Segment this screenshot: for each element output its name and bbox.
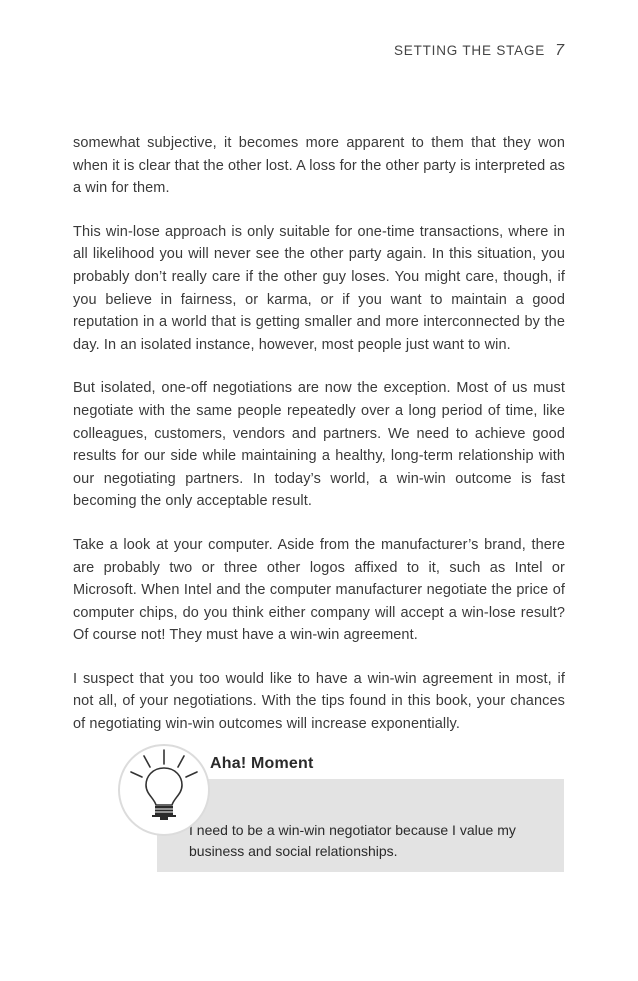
paragraph: But isolated, one-off negotiations are now the exception. Most of us must negotiate with the same people repeatedly over a long period of time, like colleagues, customers, vendors and partners. We need to achieve good results for our side while maintaining a healthy, long-term relationship with our negotiating partners. In today’s world, a win-win outcome is fast becoming the only acceptable result. (73, 380, 565, 510)
paragraph: This win-lose approach is only suitable for one-time transactions, where in all likelihood you will never see the other party again. In this situation, you probably don’t really care if the other guy loses. You might care, though, if you believe in fairness, or karma, or if you want to maintain a good reputation in a world that is getting smaller and more interconnected by the day. In an isolated instance, however, most people just want to win. (73, 223, 565, 353)
section-title: SETTING THE STAGE (393, 43, 546, 58)
running-head (394, 42, 564, 60)
aha-moment-text: I need to be a win-win negotiator because I value my business and social relationships. (189, 822, 516, 859)
body-text (73, 132, 565, 757)
paragraph: somewhat subjective, it becomes more apparent to them that they won when it is clear that the other lost. A loss for the other party is interpreted as a win for them. (73, 135, 565, 197)
lightbulb-icon (116, 742, 212, 838)
page-number: 7 (555, 42, 564, 59)
aha-divider (205, 777, 564, 779)
paragraph: Take a look at your computer. Aside from the manufacturer’s brand, there are probably two or three other logos affixed to it, such as Intel or Microsoft. When Intel and the computer manufacturer negotiate the price of computer chips, do you think either company will accept a win-lose result? Of course not! They must have a win-win agreement. (73, 536, 565, 644)
paragraph: I suspect that you too would like to have a win-win agreement in most, if not all, of your negotiations. With the tips found in this book, your chances of negotiating win-win outcomes will increase exponentially. (73, 670, 565, 733)
aha-moment-title: Aha! Moment (210, 755, 314, 772)
aha-icon-circle (116, 742, 212, 838)
